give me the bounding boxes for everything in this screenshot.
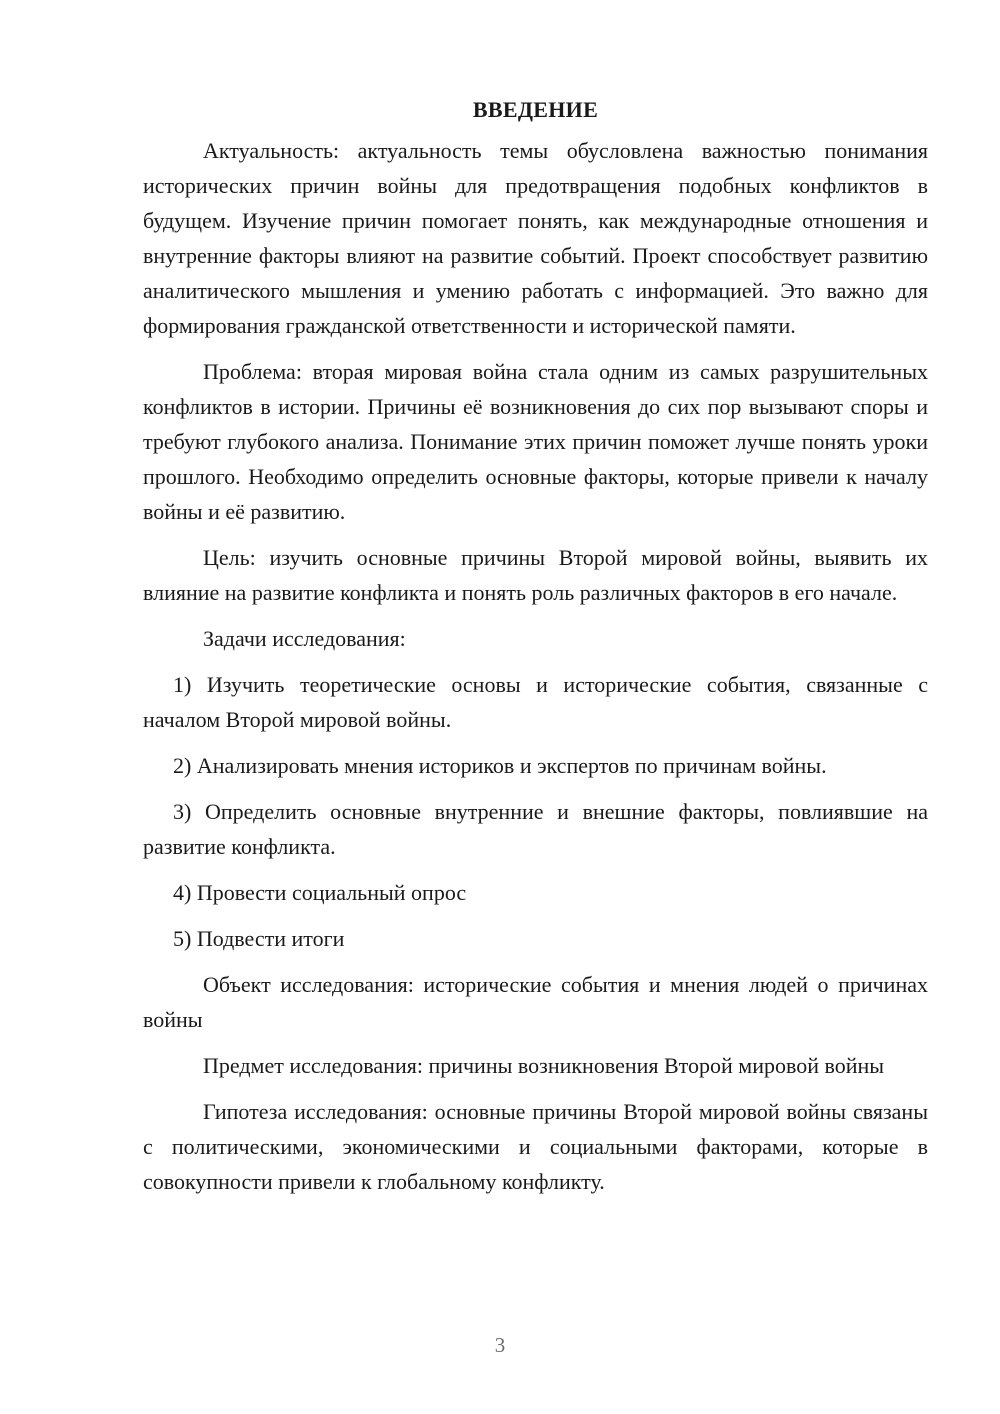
paragraph-relevance: Актуальность: актуальность темы обусловлена важностью понимания исторических причин войны для предотвращения подобных конфликтов в будущем. Изучение причин помогает понять, как международные отношения и внутренние факторы влияют на развитие событий. Проект способствует развитию аналитического мышления и умению работать с информацией. Это важно для формирования гражданской ответственности и исторической памяти.: [143, 138, 928, 338]
task-item-4: 4) Провести социальный опрос: [173, 880, 467, 905]
paragraph-object: Объект исследования: исторические события и мнения людей о причинах войны: [143, 972, 928, 1032]
paragraph-subject: Предмет исследования: причины возникновения Второй мировой войны: [203, 1053, 885, 1078]
paragraph-tasks-heading: Задачи исследования:: [203, 626, 406, 651]
task-item-2: 2) Анализировать мнения историков и экспертов по причинам войны.: [173, 753, 827, 778]
paragraph-problem: Проблема: вторая мировая война стала одним из самых разрушительных конфликтов в истории. Причины её возникновения до сих пор вызывают споры и требуют глубокого анализа. Понимание этих причин поможет лучше понять уроки прошлого. Необходимо определить основные факторы, которые привели к началу войны и её развитию.: [143, 359, 928, 524]
paragraph-goal: Цель: изучить основные причины Второй мировой войны, выявить их влияние на развитие конфликта и понять роль различных факторов в его начале.: [143, 545, 928, 605]
paragraph-hypothesis: Гипотеза исследования: основные причины Второй мировой войны связаны с политическими, экономическими и социальными факторами, которые в совокупности привели к глобальному конфликту.: [143, 1099, 928, 1194]
task-item-1: 1) Изучить теоретические основы и исторические события, связанные с началом Второй мировой войны.: [143, 672, 928, 732]
task-item-3: 3) Определить основные внутренние и внешние факторы, повлиявшие на развитие конфликта.: [143, 799, 928, 859]
page-number: 3: [494, 1333, 506, 1357]
page-body: [143, 92, 928, 1199]
task-item-5: 5) Подвести итоги: [173, 926, 345, 951]
section-title: ВВЕДЕНИЕ: [472, 97, 599, 122]
